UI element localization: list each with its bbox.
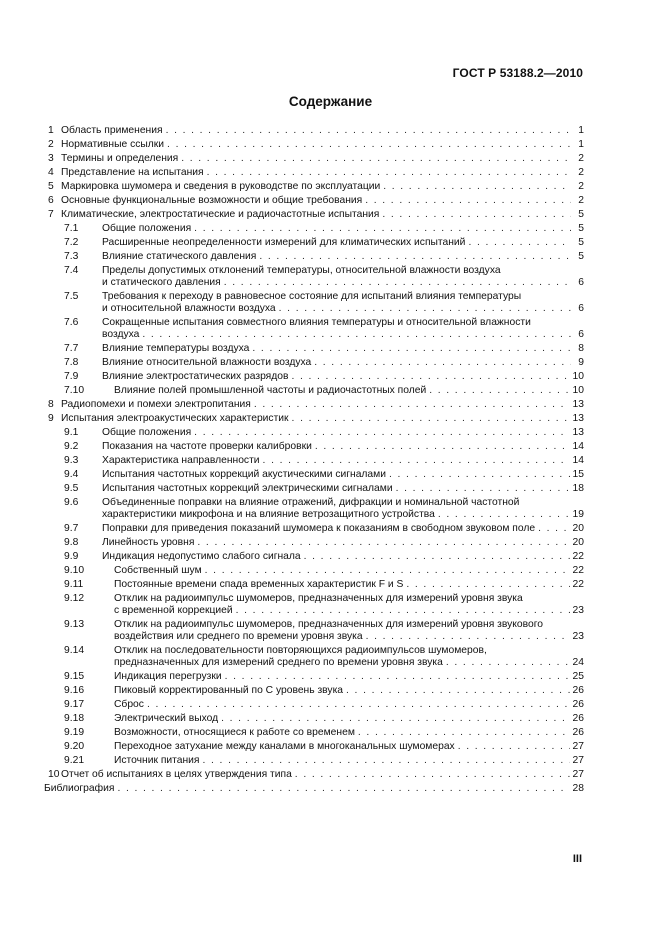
dot-leader — [207, 167, 571, 179]
dot-leader — [358, 727, 570, 739]
toc-entry-page: 23 — [572, 605, 584, 616]
dot-leader — [254, 399, 570, 411]
toc-entry-number: 7.6 — [64, 317, 79, 328]
toc-entry[interactable] — [44, 125, 584, 139]
toc-entry[interactable] — [44, 455, 584, 469]
dot-leader — [252, 343, 571, 355]
toc-entry-number: 9.17 — [64, 699, 85, 710]
toc-entry-title: Собственный шум — [114, 565, 202, 576]
toc-entry[interactable] — [44, 209, 584, 223]
dot-leader — [142, 329, 571, 341]
dot-leader — [224, 277, 571, 289]
toc-entry-page: 2 — [578, 181, 584, 192]
toc-entry-page: 15 — [572, 469, 584, 480]
dot-leader — [538, 523, 569, 535]
toc-entry[interactable] — [44, 251, 584, 265]
toc-entry-number: 9.14 — [64, 645, 85, 656]
toc-entry[interactable] — [44, 671, 584, 685]
dot-leader — [197, 537, 569, 549]
toc-entry-page: 28 — [572, 783, 584, 794]
toc-entry[interactable] — [44, 413, 584, 427]
toc-entry[interactable] — [44, 139, 584, 153]
toc-entry-page: 5 — [578, 223, 584, 234]
toc-entry-title: Пределы допустимых отклонений температуры, относительной влажности воздуха — [102, 265, 501, 276]
toc-entry-title-continuation: воздуха — [102, 329, 140, 340]
dot-leader — [389, 469, 570, 481]
toc-entry-page: 26 — [572, 713, 584, 724]
dot-leader — [314, 357, 571, 369]
toc-entry-title: Характеристика направленности — [102, 455, 260, 466]
toc-entry-number: 7 — [48, 209, 54, 220]
dot-leader — [166, 125, 571, 137]
toc-entry-page: 8 — [578, 343, 584, 354]
toc-entry-page: 18 — [572, 483, 584, 494]
toc-entry-number: 7.10 — [64, 385, 85, 396]
toc-entry-page: 27 — [572, 769, 584, 780]
toc-entry[interactable] — [44, 713, 584, 727]
toc-entry-title: Представление на испытания — [61, 167, 204, 178]
toc-entry[interactable] — [44, 343, 584, 357]
toc-entry[interactable] — [44, 769, 584, 783]
dot-leader — [458, 741, 570, 753]
toc-entry-number: 7.3 — [64, 251, 79, 262]
toc-entry-number: 7.5 — [64, 291, 79, 302]
toc-entry-title: Библиография — [44, 783, 115, 794]
toc-entry[interactable] — [44, 317, 584, 343]
dot-leader — [205, 565, 570, 577]
dot-leader — [194, 427, 569, 439]
dot-leader — [315, 441, 570, 453]
toc-entry-title-continuation: и статического давления — [102, 277, 221, 288]
toc-entry-number: 9.6 — [64, 497, 79, 508]
toc-entry[interactable] — [44, 181, 584, 195]
toc-entry[interactable] — [44, 619, 584, 645]
toc-entry-title: Отклик на радиоимпульс шумомеров, предназначенных для измерений уровня звука — [114, 593, 523, 604]
dot-leader — [181, 153, 571, 165]
dot-leader — [295, 769, 570, 781]
toc-entry-title-continuation: предназначенных для измерений среднего по времени уровня звука — [114, 657, 443, 668]
toc-entry-page: 22 — [572, 565, 584, 576]
toc-entry-title: Влияние относительной влажности воздуха — [102, 357, 312, 368]
dot-leader — [366, 631, 570, 643]
toc-entry-title: Линейность уровня — [102, 537, 195, 548]
toc-entry-title: Электрический выход — [114, 713, 219, 724]
dot-leader — [438, 509, 570, 521]
toc-entry-number: 9.12 — [64, 593, 85, 604]
toc-entry-page: 23 — [572, 631, 584, 642]
toc-entry-page: 9 — [578, 357, 584, 368]
toc-entry-title: Нормативные ссылки — [61, 139, 165, 150]
dot-leader — [236, 605, 570, 617]
toc-entry-page: 26 — [572, 727, 584, 738]
toc-entry[interactable] — [44, 153, 584, 167]
toc-entry-title: Возможности, относящиеся к работе со временем — [114, 727, 355, 738]
toc-entry[interactable] — [44, 469, 584, 483]
toc-entry-page: 24 — [572, 657, 584, 668]
toc-entry-page: 10 — [572, 371, 584, 382]
toc-entry-number: 9.9 — [64, 551, 79, 562]
dot-leader — [429, 385, 569, 397]
page-number: III — [572, 853, 582, 865]
toc-entry-number: 9.2 — [64, 441, 79, 452]
toc-entry[interactable] — [44, 291, 584, 317]
toc-entry-title: Поправки для приведения показаний шумомера к показаниям в свободном звуковом поле — [102, 523, 536, 534]
toc-entry-number: 9.18 — [64, 713, 85, 724]
toc-entry[interactable] — [44, 579, 584, 593]
toc-entry-title: Постоянные времени спада временных характеристик F и S — [114, 579, 404, 590]
toc-entry-number: 9.1 — [64, 427, 79, 438]
dot-leader — [446, 657, 570, 669]
toc-entry-title: Сокращенные испытания совместного влияния температуры и относительной влажности — [102, 317, 531, 328]
dot-leader — [147, 699, 570, 711]
toc-entry[interactable] — [44, 427, 584, 441]
toc-entry-title: Влияние температуры воздуха — [102, 343, 250, 354]
toc-entry-number: 10 — [48, 769, 60, 780]
toc-entry[interactable] — [44, 385, 584, 399]
toc-entry-page: 5 — [578, 237, 584, 248]
toc-entry-page: 2 — [578, 195, 584, 206]
dot-leader — [117, 783, 569, 795]
toc-entry-title: Радиопомехи и помехи электропитания — [61, 399, 251, 410]
table-of-contents — [44, 125, 584, 797]
toc-entry-number: 6 — [48, 195, 54, 206]
toc-entry-title: Влияние статического давления — [102, 251, 257, 262]
toc-entry-number: 7.2 — [64, 237, 79, 248]
toc-entry[interactable] — [44, 537, 584, 551]
toc-entry-number: 5 — [48, 181, 54, 192]
toc-entry-number: 7.8 — [64, 357, 79, 368]
toc-entry[interactable] — [44, 699, 584, 713]
toc-entry-number: 9.19 — [64, 727, 85, 738]
toc-entry-title: Климатические, электростатические и радиочастотные испытания — [61, 209, 380, 220]
dot-leader — [225, 671, 570, 683]
toc-entry-page: 13 — [572, 427, 584, 438]
toc-entry-page: 14 — [572, 455, 584, 466]
dot-leader — [291, 371, 569, 383]
toc-entry-title-continuation: и относительной влажности воздуха — [102, 303, 276, 314]
dot-leader — [304, 551, 570, 563]
toc-entry-page: 25 — [572, 671, 584, 682]
toc-entry-number: 7.9 — [64, 371, 79, 382]
toc-entry-title: Испытания электроакустических характеристик — [61, 413, 289, 424]
toc-entry[interactable] — [44, 497, 584, 523]
toc-entry[interactable] — [44, 483, 584, 497]
toc-entry[interactable] — [44, 593, 584, 619]
toc-entry[interactable] — [44, 195, 584, 209]
toc-entry-number: 9.7 — [64, 523, 79, 534]
toc-entry-page: 27 — [572, 755, 584, 766]
toc-entry[interactable] — [44, 551, 584, 565]
toc-entry-number: 9.5 — [64, 483, 79, 494]
toc-entry-title: Источник питания — [114, 755, 200, 766]
toc-entry-title: Общие положения — [102, 223, 192, 234]
toc-entry-title: Показания на частоте проверки калибровки — [102, 441, 312, 452]
toc-entry-title: Отклик на последовательности повторяющихся радиоимпульсов шумомеров, — [114, 645, 487, 656]
dot-leader — [365, 195, 571, 207]
toc-entry-title-continuation: с временной коррекцией — [114, 605, 233, 616]
toc-entry-title: Влияние электростатических разрядов — [102, 371, 289, 382]
toc-entry-page: 6 — [578, 329, 584, 340]
toc-entry-title: Индикация недопустимо слабого сигнала — [102, 551, 301, 562]
toc-entry[interactable] — [44, 783, 584, 797]
toc-entry[interactable] — [44, 371, 584, 385]
toc-entry-title: Переходное затухание между каналами в многоканальных шумомерах — [114, 741, 455, 752]
dot-leader — [396, 483, 570, 495]
toc-entry-number: 7.4 — [64, 265, 79, 276]
toc-entry[interactable] — [44, 645, 584, 671]
toc-entry-page: 6 — [578, 303, 584, 314]
dot-leader — [221, 713, 569, 725]
page-title: Содержание — [288, 94, 373, 109]
toc-entry-number: 9.4 — [64, 469, 79, 480]
toc-entry-number: 3 — [48, 153, 54, 164]
toc-entry-number: 1 — [48, 125, 54, 136]
toc-entry-page: 13 — [572, 399, 584, 410]
toc-entry-page: 10 — [572, 385, 584, 396]
toc-entry-title: Сброс — [114, 699, 144, 710]
toc-entry-number: 9.20 — [64, 741, 85, 752]
toc-entry-title: Требования к переходу в равновесное состояние для испытаний влияния температуры — [102, 291, 522, 302]
toc-entry-number: 9.8 — [64, 537, 79, 548]
toc-entry[interactable] — [44, 265, 584, 291]
dot-leader — [279, 303, 571, 315]
toc-entry[interactable] — [44, 237, 584, 251]
toc-entry-title: Область применения — [61, 125, 163, 136]
toc-entry-title: Влияние полей промышленной частоты и радиочастотных полей — [114, 385, 427, 396]
toc-entry-page: 22 — [572, 551, 584, 562]
toc-entry-title: Общие положения — [102, 427, 192, 438]
toc-entry-number: 9.11 — [64, 579, 84, 590]
toc-entry-number: 9 — [48, 413, 54, 424]
toc-entry-number: 7.1 — [64, 223, 79, 234]
toc-entry-title: Термины и определения — [61, 153, 179, 164]
standard-designation: ГОСТ Р 53188.2—2010 — [452, 66, 583, 80]
toc-entry-page: 1 — [578, 139, 584, 150]
toc-entry-page: 1 — [578, 125, 584, 136]
toc-entry-title-continuation: воздействия или среднего по времени уровня звука — [114, 631, 363, 642]
toc-entry[interactable] — [44, 223, 584, 237]
toc-entry[interactable] — [44, 741, 584, 755]
dot-leader — [383, 181, 571, 193]
toc-entry-page: 20 — [572, 537, 584, 548]
toc-entry-title: Расширенные неопределенности измерений для климатических испытаний — [102, 237, 466, 248]
dot-leader — [292, 413, 570, 425]
dot-leader — [468, 237, 571, 249]
toc-entry-page: 26 — [572, 699, 584, 710]
toc-entry-page: 19 — [572, 509, 584, 520]
toc-entry-number: 9.15 — [64, 671, 85, 682]
toc-entry[interactable] — [44, 685, 584, 699]
toc-entry-page: 5 — [578, 209, 584, 220]
dot-leader — [259, 251, 571, 263]
toc-entry[interactable] — [44, 399, 584, 413]
dot-leader — [382, 209, 571, 221]
toc-entry[interactable] — [44, 167, 584, 181]
toc-entry[interactable] — [44, 727, 584, 741]
toc-entry-number: 7.7 — [64, 343, 79, 354]
toc-entry-number: 4 — [48, 167, 54, 178]
toc-entry-title: Маркировка шумомера и сведения в руководстве по эксплуатации — [61, 181, 381, 192]
toc-entry-number: 2 — [48, 139, 54, 150]
dot-leader — [167, 139, 571, 151]
toc-entry-number: 9.13 — [64, 619, 85, 630]
toc-entry-title: Основные функциональные возможности и общие требования — [61, 195, 363, 206]
dot-leader — [406, 579, 569, 591]
toc-entry-number: 9.10 — [64, 565, 85, 576]
toc-entry-title: Индикация перегрузки — [114, 671, 222, 682]
dot-leader — [346, 685, 570, 697]
toc-entry-number: 8 — [48, 399, 54, 410]
dot-leader — [194, 223, 571, 235]
toc-entry[interactable] — [44, 523, 584, 537]
toc-entry-title: Испытания частотных коррекций акустическими сигналами — [102, 469, 386, 480]
dot-leader — [203, 755, 570, 767]
toc-entry[interactable] — [44, 565, 584, 579]
toc-entry[interactable] — [44, 357, 584, 371]
toc-entry-number: 9.3 — [64, 455, 79, 466]
toc-entry-page: 14 — [572, 441, 584, 452]
toc-entry-page: 26 — [572, 685, 584, 696]
toc-entry-page: 13 — [572, 413, 584, 424]
toc-entry-page: 27 — [572, 741, 584, 752]
toc-entry-number: 9.21 — [64, 755, 85, 766]
toc-entry-title: Испытания частотных коррекций электрическими сигналами — [102, 483, 393, 494]
toc-entry[interactable] — [44, 441, 584, 455]
toc-entry-number: 9.16 — [64, 685, 85, 696]
toc-entry-title: Отчет об испытаниях в целях утверждения типа — [61, 769, 292, 780]
toc-entry-page: 22 — [572, 579, 584, 590]
toc-entry-title-continuation: характеристики микрофона и на влияние ветрозащитного устройства — [102, 509, 435, 520]
toc-entry-page: 2 — [578, 153, 584, 164]
toc-entry-page: 5 — [578, 251, 584, 262]
toc-entry-title: Пиковый корректированный по C уровень звука — [114, 685, 344, 696]
dot-leader — [263, 455, 570, 467]
toc-entry[interactable] — [44, 755, 584, 769]
toc-entry-title: Отклик на радиоимпульс шумомеров, предназначенных для измерений уровня звукового — [114, 619, 543, 630]
toc-entry-title: Объединенные поправки на влияние отражений, дифракции и номинальной частотной — [102, 497, 520, 508]
toc-entry-page: 6 — [578, 277, 584, 288]
toc-entry-page: 2 — [578, 167, 584, 178]
toc-entry-page: 20 — [572, 523, 584, 534]
